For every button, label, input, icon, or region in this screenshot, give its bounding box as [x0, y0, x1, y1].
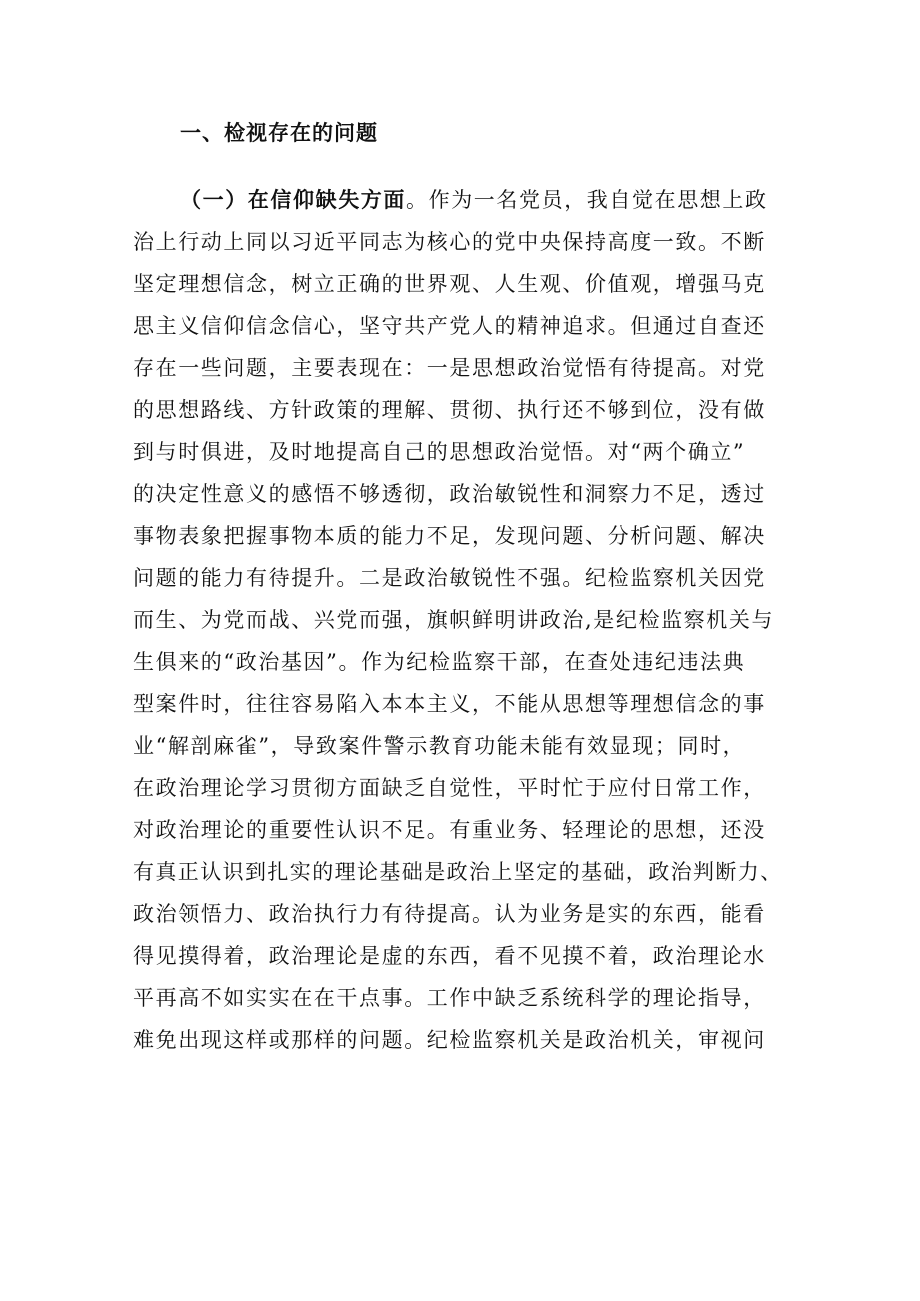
paragraph-line-1 [180, 180, 768, 220]
section-heading: 一、检视存在的问题 [180, 120, 378, 145]
paragraph-line: 有真正认识到扎实的理论基础是政治上坚定的基础，政治判断力、 [133, 860, 783, 884]
paragraph-line: 业“解剖麻雀”，导致案件警示教育功能未能有效显现；同时， [133, 734, 746, 758]
paragraph-line: 存在一些问题，主要表现在：一是思想政治觉悟有待提高。对党 [133, 356, 766, 380]
paragraph-line: 的决定性意义的感悟不够透彻，政治敏锐性和洞察力不足，透过 [133, 482, 766, 506]
paragraph-line: 难免出现这样或那样的问题。纪检监察机关是政治机关，审视问 [133, 1028, 766, 1052]
paragraph-line: 治上行动上同以习近平同志为核心的党中央保持高度一致。不断 [133, 230, 766, 254]
paragraph-line: 到与时俱进，及时地提高自己的思想政治觉悟。对“两个确立” [133, 440, 746, 464]
paragraph-line: 对政治理论的重要性认识不足。有重业务、轻理论的思想，还没 [133, 818, 766, 842]
paragraph-line: 平再高不如实实在在干点事。工作中缺乏系统科学的理论指导， [133, 986, 766, 1010]
paragraph-subheading: （一）在信仰缺失方面 [180, 187, 406, 212]
paragraph-line: 思主义信仰信念信心，坚守共产党人的精神追求。但通过自查还 [133, 314, 766, 338]
paragraph-line: 坚定理想信念，树立正确的世界观、人生观、价值观，增强马克 [133, 272, 766, 296]
paragraph-line: 政治领悟力、政治执行力有待提高。认为业务是实的东西，能看 [133, 902, 766, 926]
paragraph-line: 问题的能力有待提升。二是政治敏锐性不强。纪检监察机关因党 [133, 566, 766, 590]
paragraph-line: 得见摸得着，政治理论是虚的东西，看不见摸不着，政治理论水 [133, 944, 766, 968]
paragraph-line: 型案件时，往往容易陷入本本主义，不能从思想等理想信念的事 [133, 692, 766, 716]
paragraph-line: 而生、为党而战、兴党而强，旗帜鲜明讲政治,是纪检监察机关与 [133, 608, 775, 632]
paragraph-line-text: 。作为一名党员，我自觉在思想上政 [406, 188, 768, 212]
paragraph-line: 的思想路线、方针政策的理解、贯彻、执行还不够到位，没有做 [133, 398, 766, 422]
paragraph-line: 事物表象把握事物本质的能力不足，发现问题、分析问题、解决 [133, 524, 766, 548]
paragraph-line: 生俱来的“政治基因”。作为纪检监察干部，在查处违纪违法典 [133, 650, 746, 674]
paragraph-line: 在政治理论学习贯彻方面缺乏自觉性，平时忙于应付日常工作， [133, 776, 766, 800]
